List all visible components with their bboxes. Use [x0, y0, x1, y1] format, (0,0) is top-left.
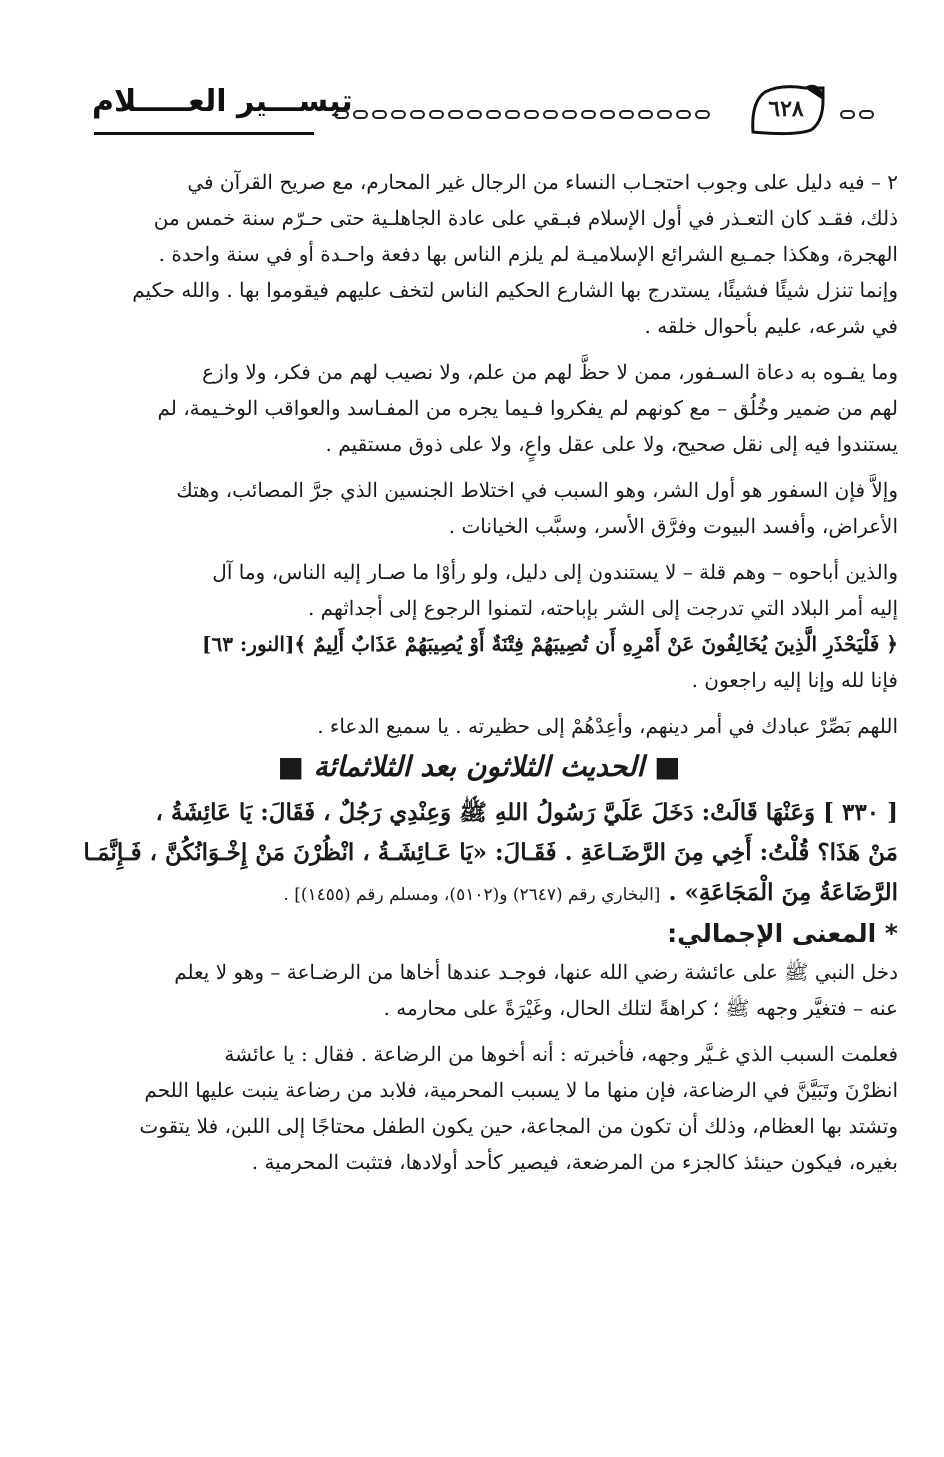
text-line: ذلك، فقـد كان التعـذر في أول الإسلام فبـقي على عادة الجاهلـية حتى حـرّم سنة خمس من: [153, 206, 898, 230]
ornament-link-icon: [334, 110, 349, 119]
ornament-link-icon: [524, 110, 539, 119]
text-line: في شرعه، عليم بأحوال خلقه .: [644, 314, 898, 338]
ornament-link-icon: [859, 110, 874, 119]
paragraph-gap: [60, 462, 898, 472]
ornament-link-icon: [410, 110, 425, 119]
text-line: والذين أباحوه – وهم قلة – لا يستندون إلى دليل، ولو رأوْا ما صـار إليه الناس، وما آل: [212, 560, 898, 584]
ornament-link-icon: [657, 110, 672, 119]
ornament-link-icon: [505, 110, 520, 119]
text-line: بغيره، فيكون حينئذ كالجزء من المرضعة، فيصير كأحد أولادها، فتثبت المحرمية .: [251, 1150, 898, 1174]
text-line: فإنا لله وإنا إليه راجعون .: [691, 668, 898, 692]
ornament-link-icon: [562, 110, 577, 119]
paragraph-gap: [60, 344, 898, 354]
hadith-heading: ■ الحديث الثلاثون بعد الثلاثمائة ■: [277, 750, 681, 783]
title-underline: [94, 132, 314, 135]
text-line: الهجرة، وهكذا جمـيع الشرائع الإسلاميـة لم يلزم الناس بها دفعة واحـدة أو في سنة واحدة .: [158, 242, 898, 266]
ornament-link-icon: [840, 110, 855, 119]
text-line: ٢ – فيه دليل على وجوب احتجـاب النساء من الرجال غير المحارم، مع صريح القرآن في: [187, 170, 898, 194]
quran-verse: ﴿ فَلْيَحْذَرِ الَّذِينَ يُخَالِفُونَ عَنْ أَمْرِهِ أَن تُصِيبَهُمْ فِتْنَةٌ أَوْ يُصِيبَهُمْ عَذَابٌ أَلِيمٌ ﴾[النور: ٦٣]: [201, 632, 898, 656]
ornament-link-icon: [448, 110, 463, 119]
ornament-link-icon: [486, 110, 501, 119]
dua-line: اللهم بَصِّرْ عبادك في أمر دينهم، وأعِدْهُمْ إلى حظيرته . يا سميع الدعاء .: [317, 714, 898, 738]
paragraph-gap: [60, 698, 898, 708]
book-title: تيســـير العـــــلام: [92, 84, 353, 119]
text-line: انظرْنَ وتَبَيَّنَّ في الرضاعة، فإن منها ما لا يسبب المحرمية، فلابد من رضاعة ينبت عليها اللحم: [144, 1078, 898, 1102]
ornament-link-icon: [391, 110, 406, 119]
text-line: وإلاَّ فإن السفور هو أول الشر، وهو السبب في اختلاط الجنسين الذي جرَّ المصائب، وهتك: [176, 478, 898, 502]
text-line: لهم من ضمير وخُلُق – مع كونهم لم يفكروا فـيما يجره من المفـاسد والعواقب الوخـيمة، لم: [157, 396, 898, 420]
ornament-link-icon: [353, 110, 368, 119]
meaning-heading: * المعنى الإجمالي:: [667, 919, 898, 948]
ornament-link-icon: [619, 110, 634, 119]
page-number-frame: [747, 78, 829, 136]
ornament-link-icon: [543, 110, 558, 119]
text-line: الأعراض، وأفسد البيوت وفرَّق الأسر، وسبَّب الخيانات .: [448, 514, 898, 538]
ornament-link-icon: [676, 110, 691, 119]
hadith-reference: [البخاري رقم (٢٦٤٧) و(٥١٠٢)، ومسلم رقم (١٤٥٥)] .: [283, 885, 661, 905]
text-line: إليه أمر البلاد التي تدرجت إلى الشر بإباحته، لتمنوا الرجوع إلى أجداثهم .: [307, 596, 898, 620]
text-line: وإنما تنزل شيئًا فشيئًا، يستدرج بها الشارع الحكيم الناس لتخف عليهم فيقوموا بها . والله حكيم: [132, 278, 898, 302]
text-line: وما يفـوه به دعاة السـفور، ممن لا حظَّ لهم من علم، ولا نصيب لهم من فكر، ولا وازع: [202, 360, 898, 384]
hadith-line: [ ٣٣٠ ] وَعَنْهَا قَالَتْ: دَخَلَ عَلَيَّ رَسُولُ اللهِ ﷺ وَعِنْدِي رَجُلٌ ، فَقَالَ: يَا عَائِشَةُ ،: [155, 799, 898, 826]
paragraph-gap: [60, 1026, 898, 1036]
header-ornament-strip: [334, 110, 710, 119]
text-line: وتشتد بها العظام، وذلك أن تكون من المجاعة، حين يكون الطفل محتاجًا إلى اللبن، فلا يتقوت: [139, 1114, 898, 1138]
ornament-link-icon: [695, 110, 710, 119]
header-ornament-small: [840, 110, 874, 119]
hadith-line-text: الرَّضَاعَةُ مِنَ الْمَجَاعَةِ» .: [668, 879, 898, 906]
page-header: [72, 78, 912, 148]
text-line: يستندوا فيه إلى نقل صحيح، ولا على عقل واعٍ، ولا على ذوق مستقيم .: [325, 432, 898, 456]
paragraph-gap: [60, 544, 898, 554]
ornament-link-icon: [600, 110, 615, 119]
ornament-link-icon: [638, 110, 653, 119]
ornament-link-icon: [429, 110, 444, 119]
ornament-link-icon: [467, 110, 482, 119]
ornament-link-icon: [372, 110, 387, 119]
ornament-link-icon: [581, 110, 596, 119]
text-line: عنه – فتغيَّر وجهه ﷺ ؛ كراهةً لتلك الحال، وغَيْرَةً على محارمه .: [383, 996, 898, 1020]
body-text: [60, 164, 898, 1180]
text-line: فعلمت السبب الذي غـيَّر وجهه، فأخبرته : أنه أخوها من الرضاعة . فقال : يا عائشة: [224, 1042, 898, 1066]
page-number: ٦٢٨: [768, 96, 804, 122]
hadith-line: [60, 873, 898, 915]
hadith-line: مَنْ هَذَا؟ قُلْتُ: أَخِي مِنَ الرَّضَـاعَةِ . فَقَـالَ: «يَا عَـائِشَـةُ ، انْظُرْنَ مَنْ إِخْـوَانُكُنَّ ، فَـإِنَّمَـا: [83, 839, 898, 866]
text-line: دخل النبي ﷺ على عائشة رضي الله عنها، فوجـد عندها أخاها من الرضـاعة – وهو لا يعلم: [174, 960, 898, 984]
